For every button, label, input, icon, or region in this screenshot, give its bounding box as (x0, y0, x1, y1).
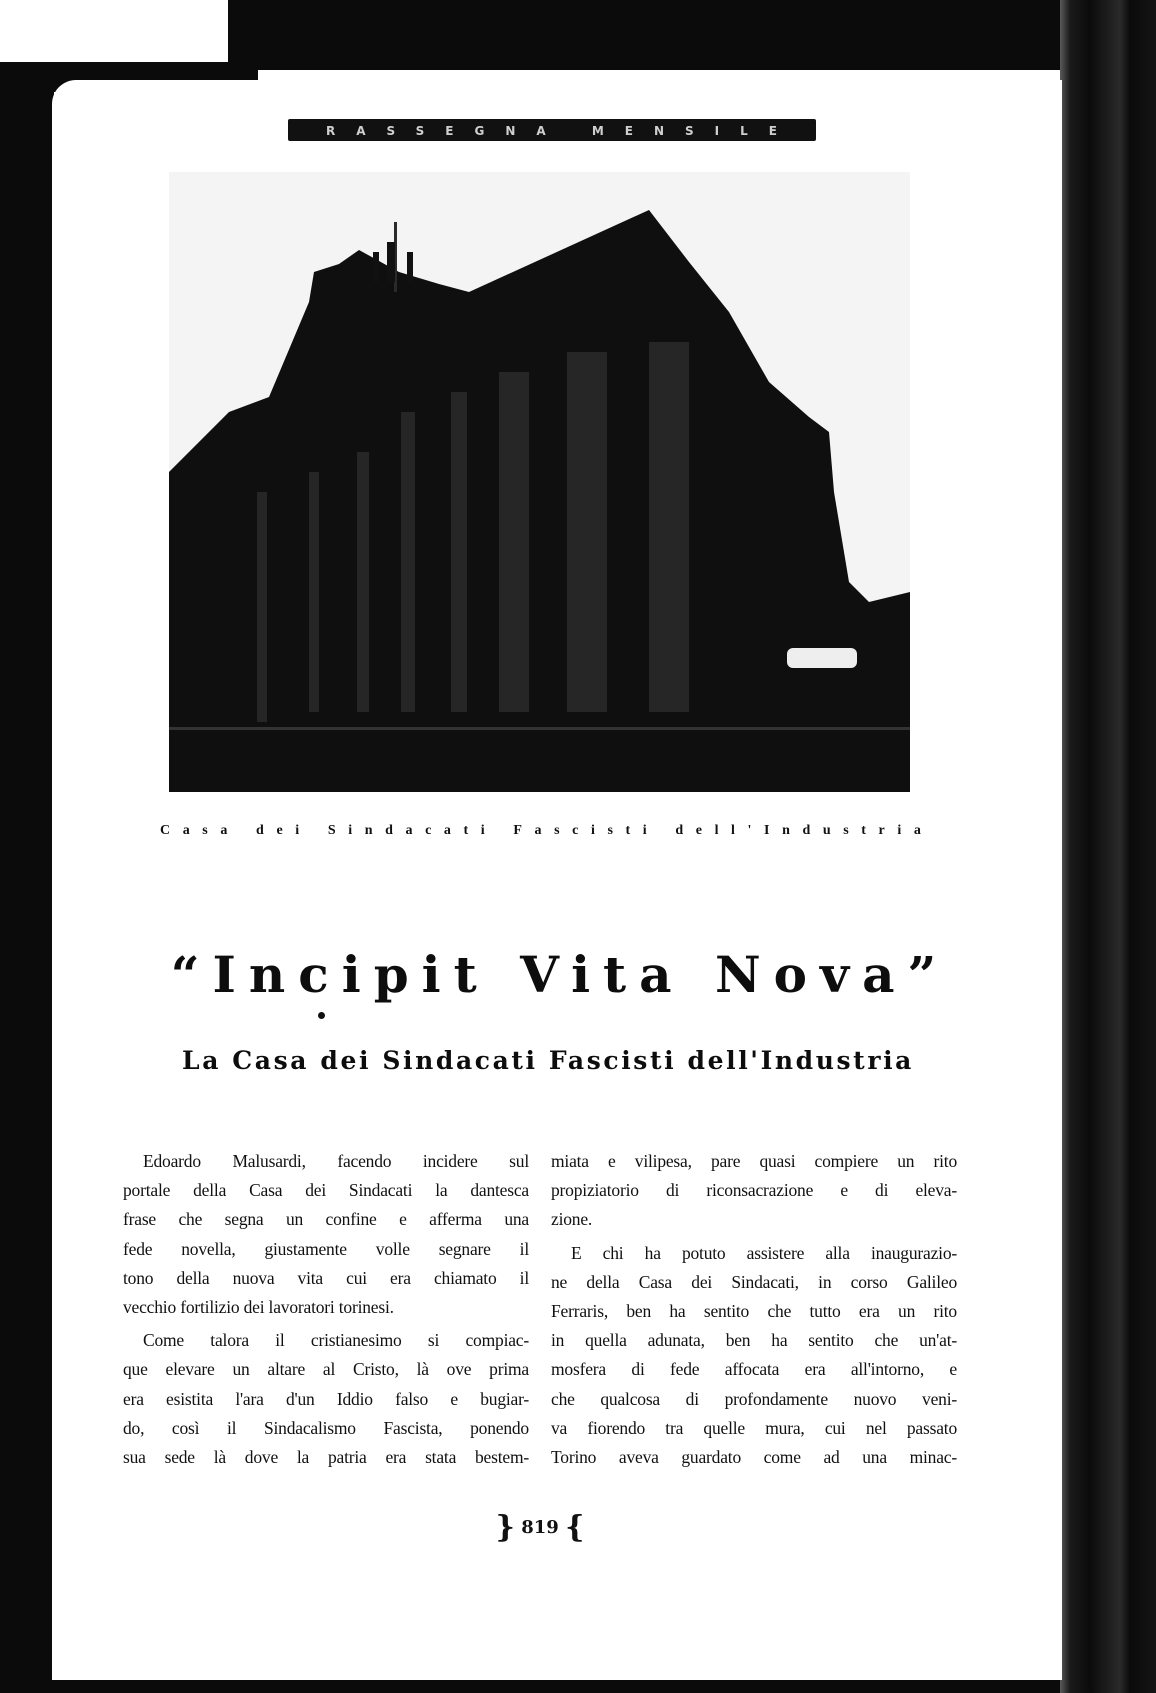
building-photograph (169, 172, 910, 792)
text-line: in quella adunata, ben ha sentito che un'at- (551, 1330, 957, 1351)
text-line: era esistita l'ara d'un Iddio falso e bugiar- (123, 1388, 529, 1409)
text-line: zione. (551, 1209, 593, 1230)
text-line: portale della Casa dei Sindacati la dantesca (123, 1180, 529, 1201)
article-subtitle: La Casa dei Sindacati Fascisti dell'Industria (182, 1046, 914, 1075)
ink-speck (318, 1012, 325, 1019)
ornament-left-icon: } (495, 1510, 515, 1545)
text-line: va fiorendo tra quelle mura, cui nel passato (551, 1417, 957, 1438)
text-line: miata e vilipesa, pare quasi compiere un rito (551, 1151, 957, 1171)
text-line: che qualcosa di profondamente nuovo veni- (551, 1388, 957, 1409)
paragraph (123, 1147, 529, 1322)
paragraph (123, 1326, 529, 1472)
text-line: Come talora il cristianesimo si compiac- (143, 1330, 529, 1351)
text-line: propiziatorio di riconsacrazione e di eleva- (551, 1180, 957, 1201)
page-folio (480, 1508, 600, 1548)
text-line: fede novella, giustamente volle segnare il (123, 1238, 529, 1259)
text-line: Edoardo Malusardi, facendo incidere sul (143, 1151, 529, 1171)
article-title: “Incipit Vita Nova” (170, 945, 950, 1004)
text-line: frase che segna un confine e afferma una (123, 1209, 529, 1230)
scan-border-bottom (0, 1680, 1156, 1693)
text-column-right (551, 1147, 957, 1476)
text-line: tono della nuova vita cui era chiamato il (123, 1267, 529, 1288)
ornament-right-icon: { (565, 1510, 585, 1545)
scan-border-top (228, 0, 1156, 70)
text-line: mosfera di fede affocata era all'intorno, e (551, 1359, 957, 1380)
text-line: Ferraris, ben ha sentito che tutto era un rito (551, 1301, 957, 1322)
text-line: do, così il Sindacalismo Fascista, ponendo (123, 1417, 529, 1438)
text-line: vecchio fortilizio dei lavoratori torinesi. (123, 1297, 394, 1318)
text-line: sua sede là dove la patria era stata bestem- (123, 1447, 529, 1468)
text-line: que elevare un altare al Cristo, là ove prima (123, 1359, 529, 1380)
scan-border-left (0, 62, 54, 1693)
text-line: ne della Casa dei Sindacati, in corso Galileo (551, 1271, 957, 1292)
paragraph (551, 1147, 957, 1235)
masthead-band (288, 119, 816, 141)
scan-border-right (1060, 0, 1156, 1693)
page-number: 819 (521, 1517, 559, 1538)
paragraph (551, 1239, 957, 1473)
text-line: Torino aveva guardato come ad una minac- (551, 1447, 957, 1468)
photo-caption: Casa dei Sindacati Fascisti dell'Industria (160, 823, 934, 838)
text-line: E chi ha potuto assistere alla inaugurazio- (571, 1242, 957, 1263)
masthead-title: RASSEGNA MENSILE (326, 124, 798, 138)
text-column-left (123, 1147, 529, 1476)
